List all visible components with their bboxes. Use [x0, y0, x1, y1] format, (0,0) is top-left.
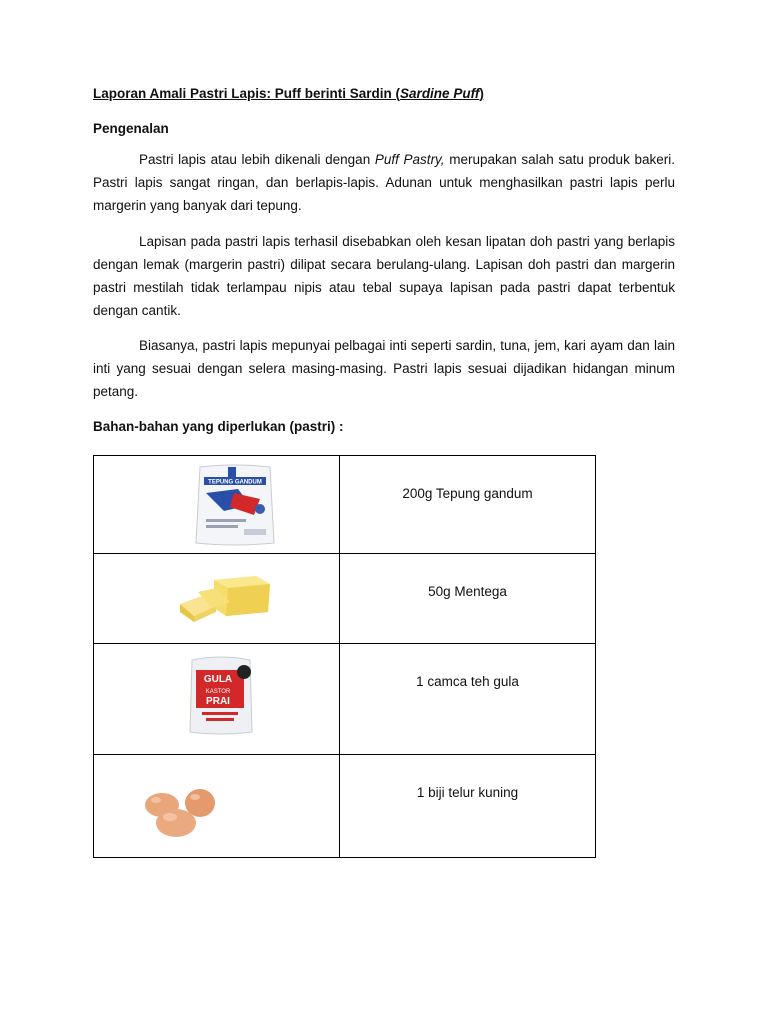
ingredient-label: 1 biji telur kuning: [416, 785, 519, 800]
sugar-brand-text-1: GULA: [203, 674, 233, 685]
eggs-image: [142, 785, 220, 841]
ingredient-image-cell: [94, 554, 340, 644]
table-row: [94, 456, 596, 554]
intro-paragraph-2: Lapisan pada pastri lapis terhasil disebabkan oleh kesan lipatan doh pastri yang berlapis dengan lemak (margerin pastri) dilipat secara berulang-ulang. Lapisan doh pastri dan margerin pastri mestilah tidak terlampau nipis atau tebal supaya lapisan pada pastri dapat terbentuk dengan cantik.: [93, 234, 675, 318]
ingredient-image-cell: [94, 644, 340, 755]
document-title: Laporan Amali Pastri Lapis: Puff berinti Sardin (Sardine Puff): [93, 86, 484, 101]
butter-image: [176, 572, 272, 624]
flour-brand-text: TEPUNG GANDUM: [208, 479, 262, 486]
intro-paragraph-1: Pastri lapis atau lebih dikenali dengan Puff Pastry, merupakan salah satu produk bakeri. Pastri lapis sangat ringan, dan berlapis-lapis. Adunan untuk menghasilkan pastri lapis perlu margerin yang banyak dari tepung.: [93, 152, 675, 213]
table-row: [94, 554, 596, 644]
ingredient-image-cell: [94, 456, 340, 554]
intro-paragraph-3: Biasanya, pastri lapis mepunyai pelbagai inti seperti sardin, tuna, jem, kari ayam dan lain inti yang sesuai dengan selera masing-masing. Pastri lapis sesuai dijadikan hidangan minum petang.: [93, 338, 675, 399]
table-row: [94, 755, 596, 858]
sugar-bag-image: [188, 654, 254, 736]
table-row: [94, 644, 596, 755]
ingredient-image-cell: [94, 755, 340, 858]
ingredient-label-cell: [340, 644, 596, 755]
sugar-brand-text-2: PRAI: [206, 696, 230, 707]
ingredient-label: 1 camca teh gula: [416, 674, 519, 689]
ingredient-label-cell: [340, 554, 596, 644]
ingredient-label: 50g Mentega: [428, 584, 507, 599]
sugar-sub-text: KASTOR: [205, 689, 231, 695]
flour-bag-image: [194, 463, 276, 547]
intro-heading: Pengenalan: [93, 121, 169, 136]
ingredient-label: 200g Tepung gandum: [402, 486, 533, 501]
ingredients-table: [93, 455, 596, 858]
ingredient-label-cell: [340, 755, 596, 858]
ingredients-heading: Bahan-bahan yang diperlukan (pastri) :: [93, 419, 344, 434]
ingredient-label-cell: [340, 456, 596, 554]
